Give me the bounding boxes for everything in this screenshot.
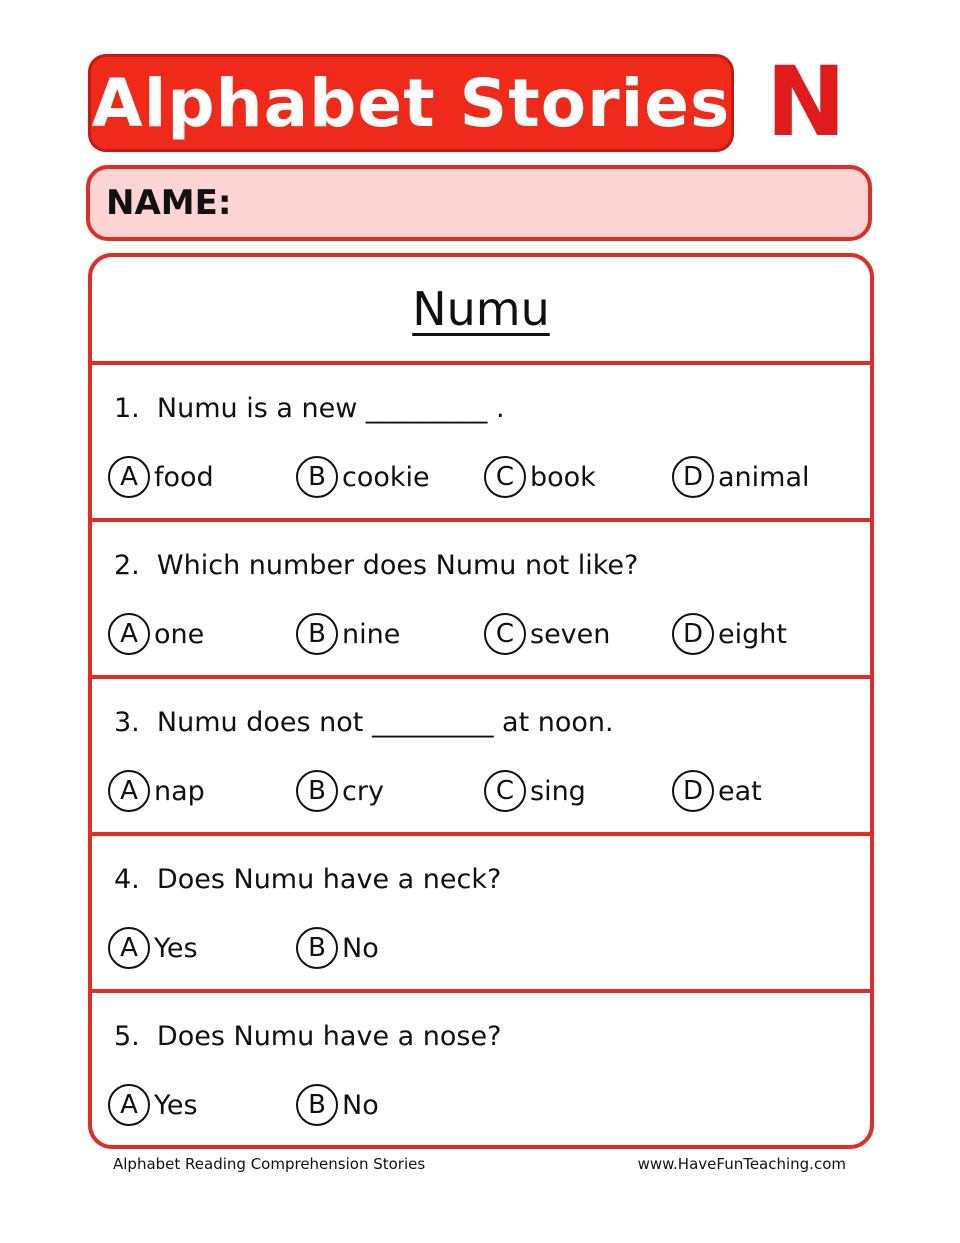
- option-a[interactable]: [108, 1081, 198, 1129]
- question-text: 1. Numu is a new _________ .: [114, 393, 505, 424]
- option-label: No: [342, 1089, 379, 1121]
- option-a[interactable]: [108, 610, 204, 658]
- answer-options: [108, 767, 868, 815]
- option-label: one: [154, 618, 205, 650]
- option-b[interactable]: [296, 924, 379, 972]
- question-text: 4. Does Numu have a neck?: [114, 864, 502, 895]
- option-label: food: [154, 461, 214, 493]
- answer-bubble[interactable]: D: [672, 613, 714, 655]
- story-header: [92, 257, 870, 365]
- question-text: 5. Does Numu have a nose?: [114, 1021, 502, 1052]
- option-label: cry: [342, 775, 384, 807]
- story-title: Numu: [412, 282, 550, 336]
- option-label: eat: [718, 775, 762, 807]
- option-b[interactable]: [296, 767, 384, 815]
- answer-bubble[interactable]: B: [296, 770, 338, 812]
- option-a[interactable]: [108, 767, 205, 815]
- answer-bubble[interactable]: B: [296, 613, 338, 655]
- answer-bubble[interactable]: C: [484, 456, 526, 498]
- option-label: No: [342, 932, 379, 964]
- option-a[interactable]: [108, 924, 198, 972]
- option-c[interactable]: [484, 767, 586, 815]
- answer-bubble[interactable]: C: [484, 613, 526, 655]
- option-d[interactable]: [672, 453, 810, 501]
- option-b[interactable]: [296, 453, 430, 501]
- option-b[interactable]: [296, 610, 400, 658]
- question-text: 2. Which number does Numu not like?: [114, 550, 639, 581]
- name-field[interactable]: [86, 165, 872, 241]
- option-label: nap: [154, 775, 205, 807]
- option-label: Yes: [154, 1089, 198, 1121]
- option-label: seven: [530, 618, 611, 650]
- question-text: 3. Numu does not _________ at noon.: [114, 707, 614, 738]
- question-1: [92, 365, 870, 522]
- option-label: eight: [718, 618, 787, 650]
- title-banner: [88, 54, 734, 152]
- answer-bubble[interactable]: B: [296, 927, 338, 969]
- answer-bubble[interactable]: A: [108, 613, 150, 655]
- answer-bubble[interactable]: A: [108, 927, 150, 969]
- option-d[interactable]: [672, 767, 762, 815]
- featured-letter: N: [765, 46, 847, 158]
- option-b[interactable]: [296, 1081, 379, 1129]
- answer-options: [108, 1081, 868, 1129]
- footer-series-title: Alphabet Reading Comprehension Stories: [113, 1155, 426, 1173]
- option-label: animal: [718, 461, 810, 493]
- quiz-box: [88, 253, 874, 1149]
- question-2: [92, 522, 870, 679]
- answer-bubble[interactable]: A: [108, 1084, 150, 1126]
- answer-bubble[interactable]: A: [108, 770, 150, 812]
- answer-bubble[interactable]: B: [296, 1084, 338, 1126]
- answer-bubble[interactable]: A: [108, 456, 150, 498]
- option-label: nine: [342, 618, 401, 650]
- option-a[interactable]: [108, 453, 214, 501]
- answer-bubble[interactable]: D: [672, 770, 714, 812]
- footer-website[interactable]: www.HaveFunTeaching.com: [637, 1155, 846, 1173]
- option-label: cookie: [342, 461, 430, 493]
- answer-bubble[interactable]: D: [672, 456, 714, 498]
- question-5: [92, 993, 870, 1149]
- option-label: Yes: [154, 932, 198, 964]
- option-c[interactable]: [484, 610, 610, 658]
- answer-bubble[interactable]: B: [296, 456, 338, 498]
- name-label: NAME:: [106, 183, 232, 223]
- question-4: [92, 836, 870, 993]
- option-label: sing: [530, 775, 586, 807]
- option-c[interactable]: [484, 453, 596, 501]
- answer-options: [108, 610, 868, 658]
- worksheet-title: Alphabet Stories: [91, 64, 731, 142]
- answer-options: [108, 924, 868, 972]
- question-3: [92, 679, 870, 836]
- option-label: book: [530, 461, 596, 493]
- answer-bubble[interactable]: C: [484, 770, 526, 812]
- answer-options: [108, 453, 868, 501]
- option-d[interactable]: [672, 610, 787, 658]
